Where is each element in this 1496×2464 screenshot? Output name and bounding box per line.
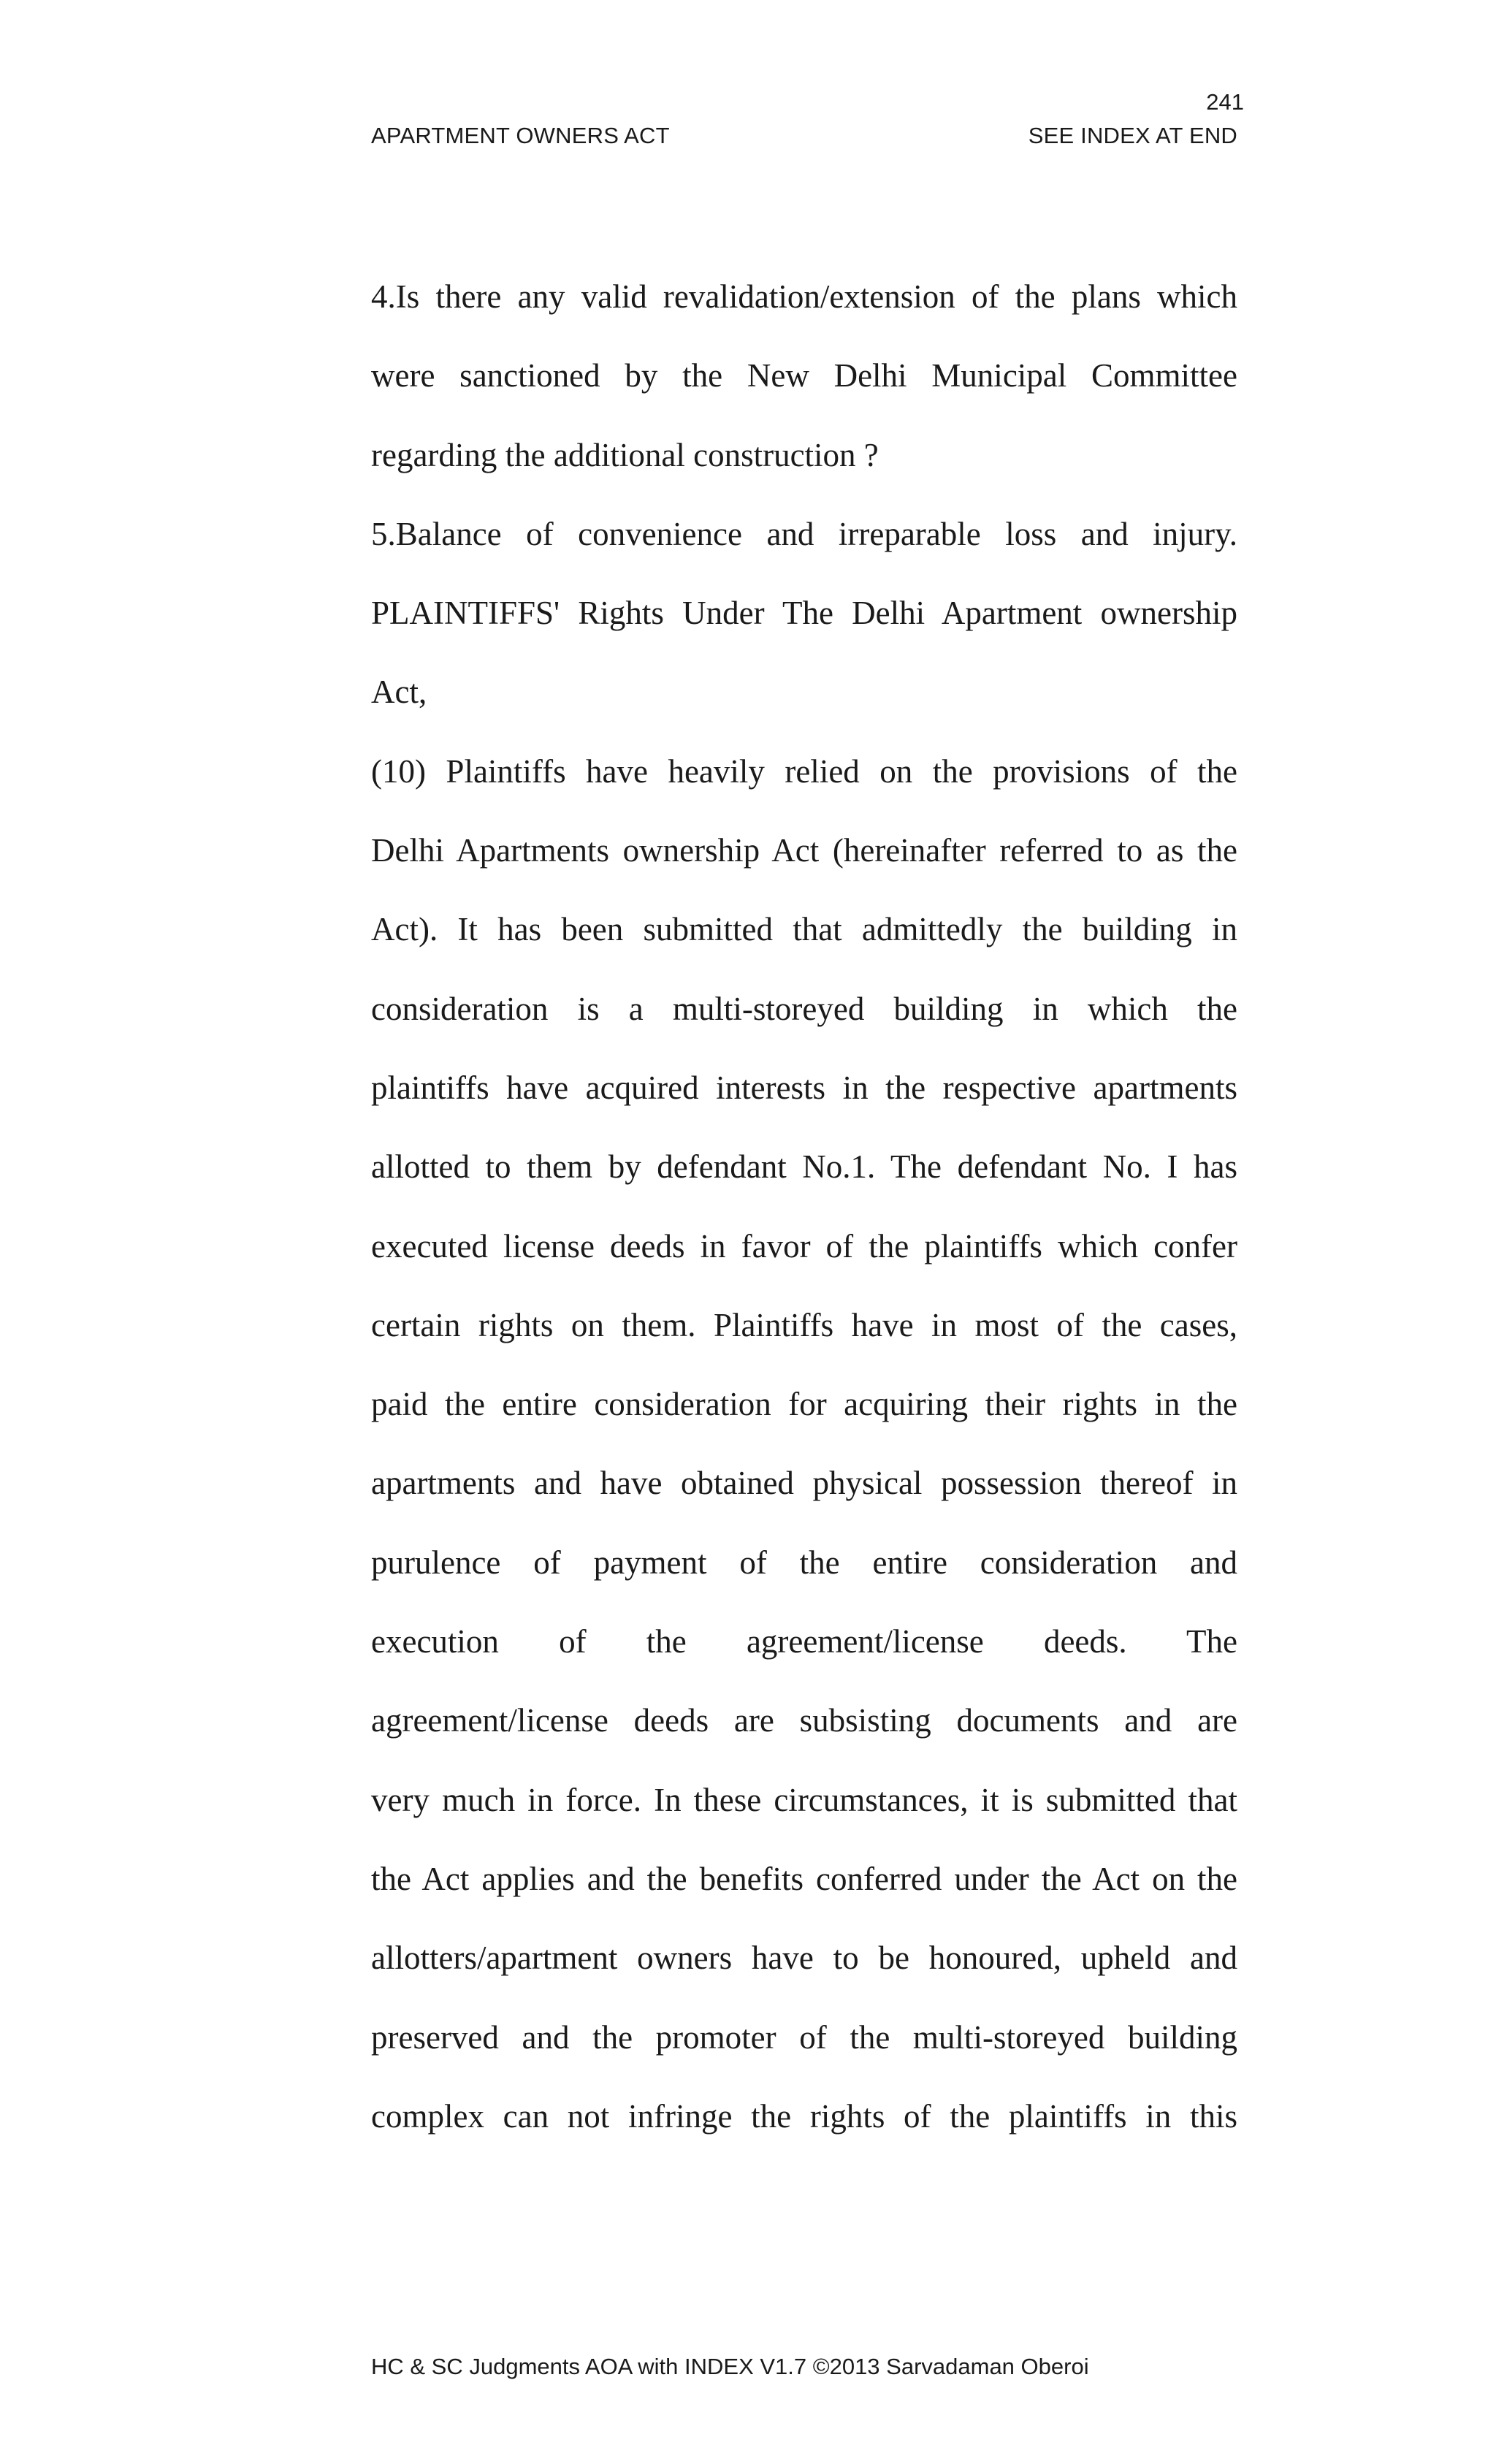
text-line: preserved and the promoter of the multi-storeyed building (371, 2018, 1237, 2056)
text-line: PLAINTIFFS' Rights Under The Delhi Apartment ownership (371, 595, 1237, 632)
issue-5-paragraph (371, 495, 1237, 573)
text-line: complex can not infringe the rights of the plaintiffs in this (371, 2097, 1237, 2135)
text-line: regarding the additional construction ? (371, 436, 879, 473)
document-body (371, 257, 1237, 2156)
text-line: 5.Balance of convenience and irreparable loss and injury. (371, 515, 1237, 552)
text-line: consideration is a multi-storeyed building in which the (371, 990, 1237, 1027)
text-line: allotters/apartment owners have to be honoured, upheld and (371, 1939, 1237, 1977)
paragraph-10 (371, 732, 1237, 2156)
text-line: allotted to them by defendant No.1. The defendant No. I has (371, 1148, 1237, 1186)
page-number: 241 (1206, 89, 1244, 115)
text-line: purulence of payment of the entire consideration and (371, 1544, 1237, 1581)
text-line: certain rights on them. Plaintiffs have in most of the cases, (371, 1306, 1237, 1343)
issue-4-paragraph (371, 257, 1237, 495)
text-line: Delhi Apartments ownership Act (hereinafter referred to as the (371, 832, 1237, 869)
text-line: paid the entire consideration for acquiring their rights in the (371, 1386, 1237, 1423)
header-index-note: SEE INDEX AT END (1028, 123, 1237, 148)
text-line: Act). It has been submitted that admittedly the building in (371, 911, 1237, 948)
text-line: executed license deeds in favor of the plaintiffs which confer (371, 1227, 1237, 1265)
running-header (371, 124, 1237, 147)
text-line: Act, (371, 674, 427, 711)
text-line: agreement/license deeds are subsisting documents and are (371, 1702, 1237, 1739)
text-line: apartments and have obtained physical possession thereof in (371, 1465, 1237, 1502)
text-line: execution of the agreement/license deeds. The (371, 1623, 1237, 1660)
section-heading (371, 573, 1237, 732)
text-line: plaintiffs have acquired interests in the respective apartments (371, 1069, 1237, 1106)
text-line: (10) Plaintiffs have heavily relied on the provisions of the (371, 752, 1237, 790)
text-line: very much in force. In these circumstances, it is submitted that (371, 1781, 1237, 1818)
text-line: were sanctioned by the New Delhi Municipal Committee (371, 357, 1237, 394)
text-line: the Act applies and the benefits conferred under the Act on the (371, 1860, 1237, 1897)
page-footer: HC & SC Judgments AOA with INDEX V1.7 ©2013 Sarvadaman Oberoi (371, 2354, 1089, 2379)
text-line: 4.Is there any valid revalidation/extension of the plans which (371, 278, 1237, 315)
header-title: APARTMENT OWNERS ACT (371, 123, 670, 148)
